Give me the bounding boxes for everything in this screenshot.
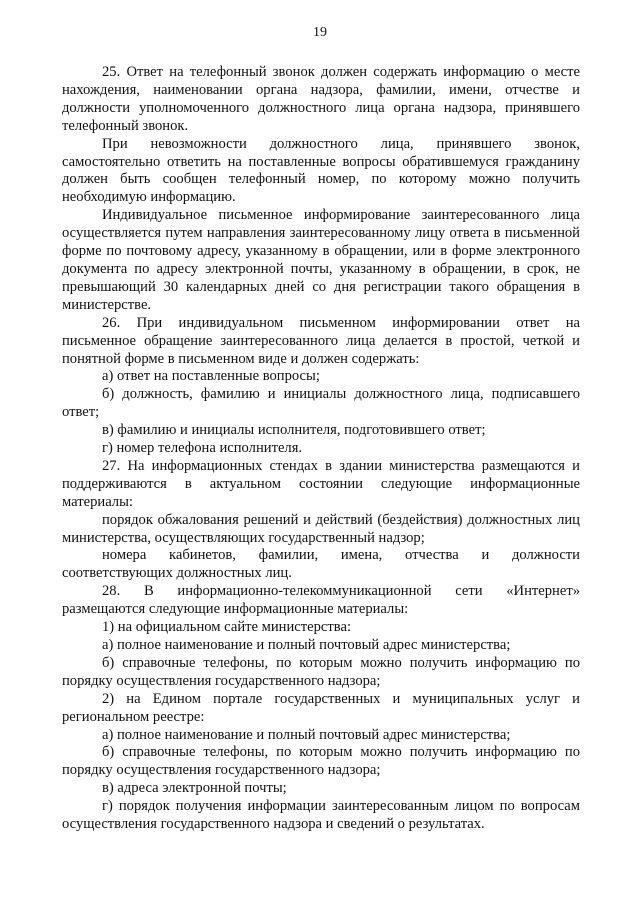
list-item-28-2: 2) на Едином портале государственных и муниципальных услуг и региональном реестре: xyxy=(62,690,580,725)
paragraph-28: 28. В информационно-телекоммуникационной сети «Интернет» размещаются следующие информационные материалы: xyxy=(62,583,580,618)
paragraph-written-informing: Индивидуальное письменное информирование заинтересованного лица осуществляется путем направления заинтересованному лицу ответа в письменной форме по почтовому адресу, указанному в обращении, или в форме электронного документа по адресу электронной почты, указанному в обращении, в срок, не превышающий 30 календарных дней со дня регистрации такого обращения в министерстве. xyxy=(62,207,580,313)
list-item-28-1a: а) полное наименование и полный почтовый адрес министерства; xyxy=(102,637,511,653)
paragraph-27: 27. На информационных стендах в здании министерства размещаются и поддерживаются в актуальном состоянии следующие информационные материалы: xyxy=(62,457,580,510)
paragraph-phone-unavailable: При невозможности должностного лица, принявшего звонок, самостоятельно ответить на поставленные вопросы обратившемуся гражданину должен быть сообщен телефонный номер, по которому можно получить необходимую информацию. xyxy=(62,135,580,206)
list-item-28-2v: в) адреса электронной почты; xyxy=(102,780,287,797)
list-item-28-2a: а) полное наименование и полный почтовый адрес министерства; xyxy=(102,726,511,743)
list-item-26a: а) ответ на поставленные вопросы; xyxy=(102,368,320,385)
list-item-28-2g: г) порядок получения информации заинтересованным лицом по вопросам осуществления государственного надзора и сведений о результатах. xyxy=(62,798,580,833)
paragraph-25: 25. Ответ на телефонный звонок должен содержать информацию о месте нахождения, наименовании органа надзора, фамилии, имени, отчестве и должности уполномоченного должностного лица органа надзора, принявшего телефонный звонок. xyxy=(62,64,580,134)
list-item-28-2b: б) справочные телефоны, по которым можно получить информацию по порядку осуществления государственного надзора; xyxy=(62,744,580,779)
list-item-28-1b: б) справочные телефоны, по которым можно получить информацию по порядку осуществления государственного надзора; xyxy=(62,654,580,689)
list-item-27-appeal-procedure: порядок обжалования решений и действий (бездействия) должностных лиц министерства, осуществляющих государственный надзор; xyxy=(62,511,580,546)
document-body xyxy=(62,64,580,834)
list-item-26g: г) номер телефона исполнителя. xyxy=(102,440,303,457)
list-item-27-office-numbers: номера кабинетов, фамилии, имена, отчества и должности соответствующих должностных лиц. xyxy=(62,547,580,582)
list-item-26v: в) фамилию и инициалы исполнителя, подготовившего ответ; xyxy=(102,422,486,439)
paragraph-26: 26. При индивидуальном письменном информировании ответ на письменное обращение заинтересованного лица делается в простой, четкой и понятной форме в письменном виде и должен содержать: xyxy=(62,314,580,367)
list-item-28-1: 1) на официальном сайте министерства: xyxy=(102,619,352,636)
page-number: 19 xyxy=(313,25,327,40)
list-item-26b: б) должность, фамилию и инициалы должностного лица, подписавшего ответ; xyxy=(62,386,580,421)
